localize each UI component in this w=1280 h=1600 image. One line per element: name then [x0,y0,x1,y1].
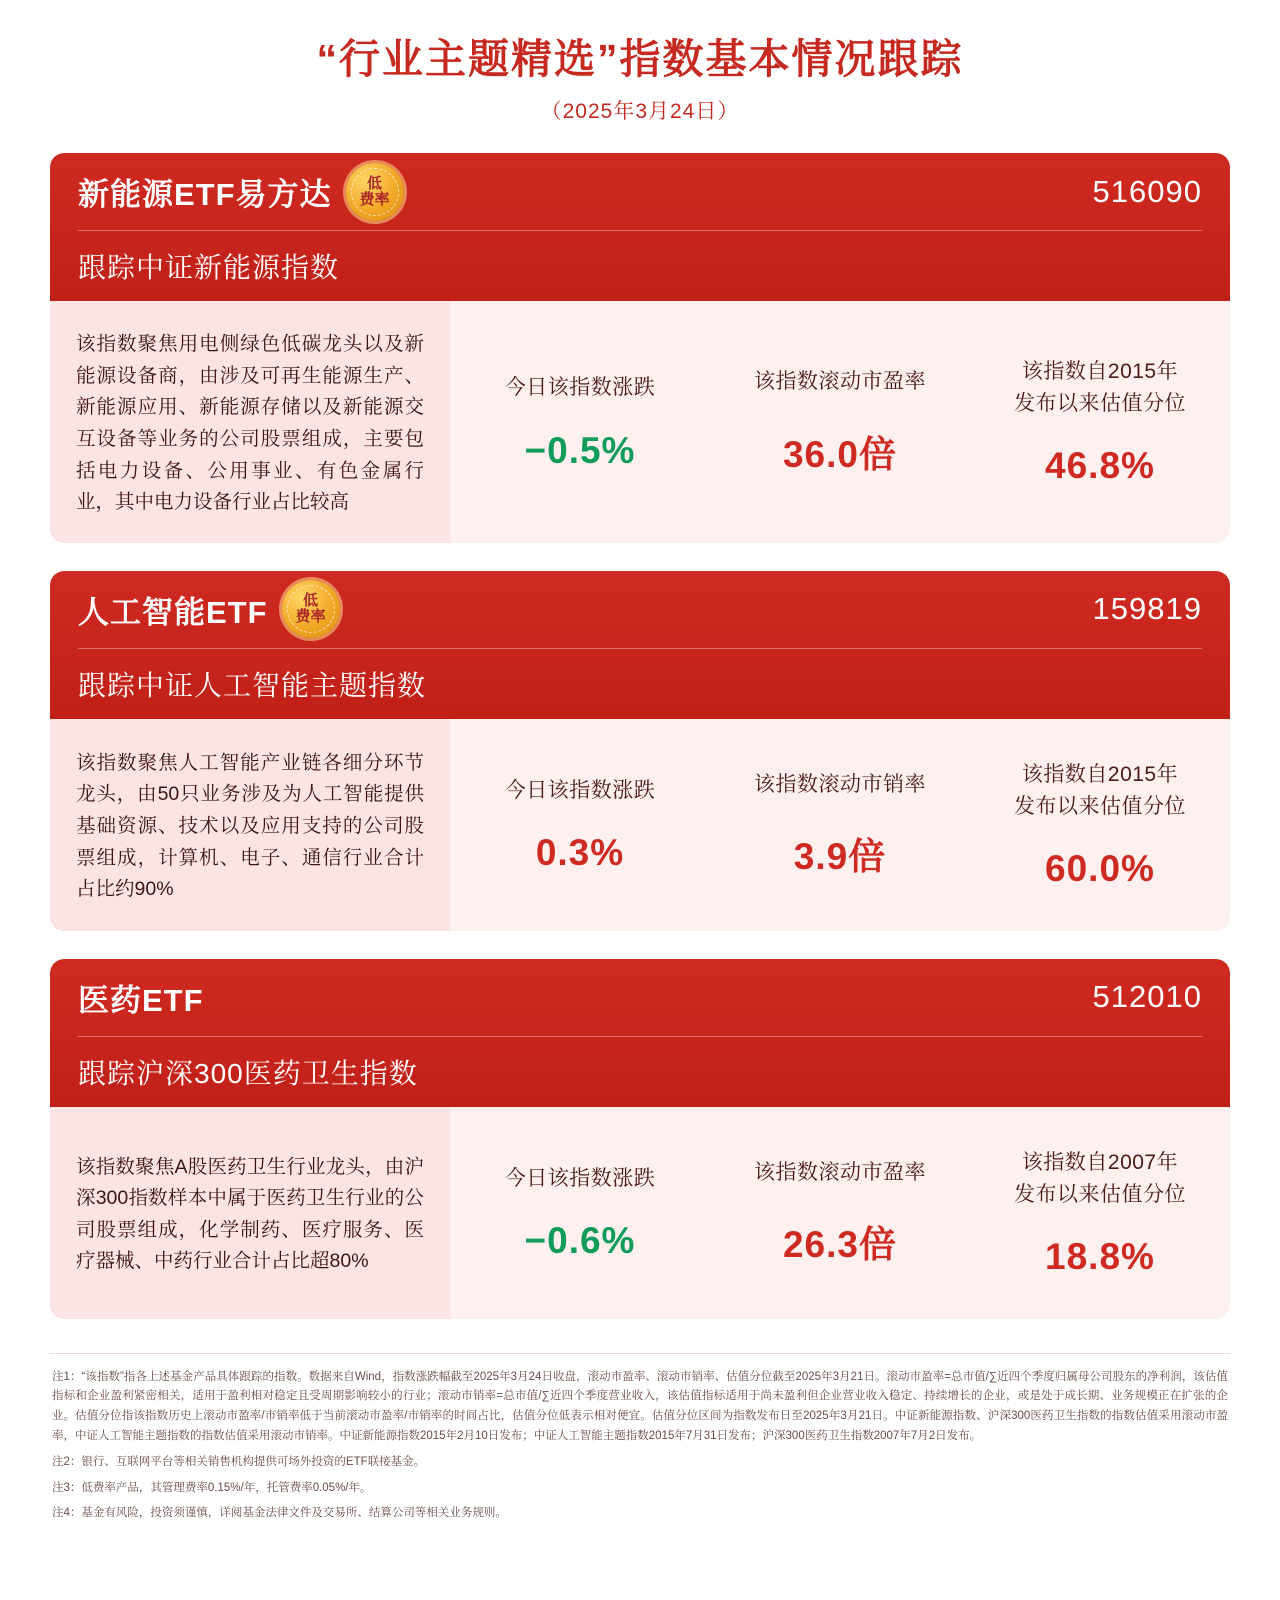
metric-label [1014,356,1186,419]
metric-value: 26.3倍 [782,1224,897,1266]
page-header [50,0,1230,125]
tracked-index-name: 跟踪中证人工智能主题指数 [78,669,427,701]
metric-label-line1: 该指数自2015年 [1021,763,1179,787]
tracked-index-name: 跟踪沪深300医药卫生指数 [78,1057,418,1089]
metric-daily-change [450,719,710,931]
index-description: 该指数聚焦A股医药卫生行业龙头，由沪深300指数样本中属于医药卫生行业的公司股票组成，化学制药、医疗服务、医疗器械、中药行业合计占比超80% [50,1107,450,1319]
metric-value: 3.9倍 [793,836,887,878]
metrics-group [450,1107,1230,1319]
metric-label-line2: 发布以来估值分位 [1014,1182,1186,1206]
metric-label: 今日该指数涨跌 [504,1166,656,1190]
metric-valuation-ratio [710,719,970,931]
metric-value: 36.0倍 [782,433,897,475]
metric-label-line2: 发布以来估值分位 [1014,391,1186,415]
index-description: 该指数聚焦用电侧绿色低碳龙头以及新能源设备商，由涉及可再生能源生产、新能源应用、新能源存储以及新能源交互设备等业务的公司股票组成，主要包括电力设备、公用事业、有色金属行业，其中电力设备行业占比较高 [50,301,450,542]
metric-label [1014,759,1186,822]
etf-code: 159819 [1092,591,1202,627]
etf-code: 512010 [1092,979,1202,1015]
metric-label: 该指数滚动市销率 [754,772,926,796]
metric-label: 该指数滚动市盈率 [754,1160,926,1184]
metric-label-line1: 该指数自2015年 [1021,360,1179,384]
etf-card[interactable] [50,153,1230,542]
metrics-group [450,719,1230,931]
metric-label-line2: 发布以来估值分位 [1014,794,1186,818]
card-body [50,1107,1230,1319]
card-header-top [78,959,1202,1037]
card-body [50,719,1230,931]
metric-valuation-percentile [970,719,1230,931]
metric-valuation-ratio [710,1107,970,1319]
metrics-group [450,301,1230,542]
etf-card[interactable] [50,959,1230,1319]
metric-value: 46.8% [1045,445,1155,487]
metric-label-line1: 该指数自2007年 [1021,1151,1179,1175]
metric-label: 今日该指数涨跌 [504,376,656,400]
badge-line1: 低 [367,175,383,192]
page-title: “行业主题精选”指数基本情况跟踪 [316,36,964,82]
metric-value: 18.8% [1045,1236,1155,1278]
etf-name: 医药ETF [78,982,204,1018]
badge-line2: 费率 [295,608,326,626]
footnote-2: 注2：银行、互联网平台等相关销售机构提供可场外投资的ETF联接基金。 [52,1455,426,1468]
metric-valuation-percentile [970,1107,1230,1319]
card-header-top [78,571,1202,649]
etf-card[interactable] [50,571,1230,931]
etf-name: 人工智能ETF [78,594,268,630]
metric-valuation-ratio [710,301,970,542]
metric-value: 0.3% [535,832,625,874]
footnote-3: 注3：低费率产品，其管理费率0.15%/年，托管费率0.05%/年。 [52,1481,372,1494]
card-header [50,571,1230,719]
metric-daily-change [450,301,710,542]
metric-label: 该指数滚动市盈率 [754,370,926,394]
low-fee-badge-icon [346,163,404,221]
etf-name: 新能源ETF易方达 [78,177,332,213]
badge-line1: 低 [303,592,319,610]
metric-value: −0.5% [524,429,636,471]
metric-label [1014,1147,1186,1210]
footnote-1: 注1：“该指数”指各上述基金产品具体跟踪的指数。数据来自Wind，指数涨跌幅截至2025年3月24日收盘，滚动市盈率、滚动市销率、估值分位截至2025年3月21日。滚动市盈率=总市值/∑近四个季度归属母公司股东的净利润，该估值指标和企业盈利紧密相关，适用于盈利相对稳定且受周期影响较小的行业；滚动市销率=总市值/∑近四个季度营业收入，该估值指标适用于尚未盈利但企业营业收入稳定、持续增长的企业，或是处于成长期、业务规模正在扩张的企业。估值分位指该指数历史上滚动市盈率/市销率低于当前滚动市盈率/市销率的时间占比，估值分位低表示相对便宜。估值分位区间为指数发布日至2025年3月21日。中证新能源指数、沪深300医药卫生指数的指数估值采用滚动市盈率，中证人工智能主题指数的指数估值采用滚动市销率。中证新能源指数2015年2月10日发布；中证人工智能主题指数2015年7月31日发布；沪深300医药卫生指数2007年7月2日发布。 [52,1370,1228,1443]
index-description: 该指数聚焦人工智能产业链各细分环节龙头，由50只业务涉及为人工智能提供基础资源、技术以及应用支持的公司股票组成，计算机、电子、通信行业合计占比约90% [50,719,450,931]
low-fee-badge-icon [282,580,340,638]
badge-line2: 费率 [359,190,390,208]
footnotes [50,1353,1230,1570]
page-subtitle: （2025年3月24日） [540,100,740,124]
card-header-top [78,153,1202,231]
etf-code: 516090 [1092,173,1202,209]
tracked-index-name: 跟踪中证新能源指数 [78,252,340,284]
footnote-4: 注4：基金有风险，投资须谨慎，详阅基金法律文件及交易所、结算公司等相关业务规则。 [52,1507,507,1520]
card-body [50,301,1230,542]
metric-value: 60.0% [1045,848,1155,890]
metric-label: 今日该指数涨跌 [504,778,656,802]
card-header [50,153,1230,301]
metric-valuation-percentile [970,301,1230,542]
metric-value: −0.6% [524,1220,636,1262]
card-header [50,959,1230,1107]
metric-daily-change [450,1107,710,1319]
